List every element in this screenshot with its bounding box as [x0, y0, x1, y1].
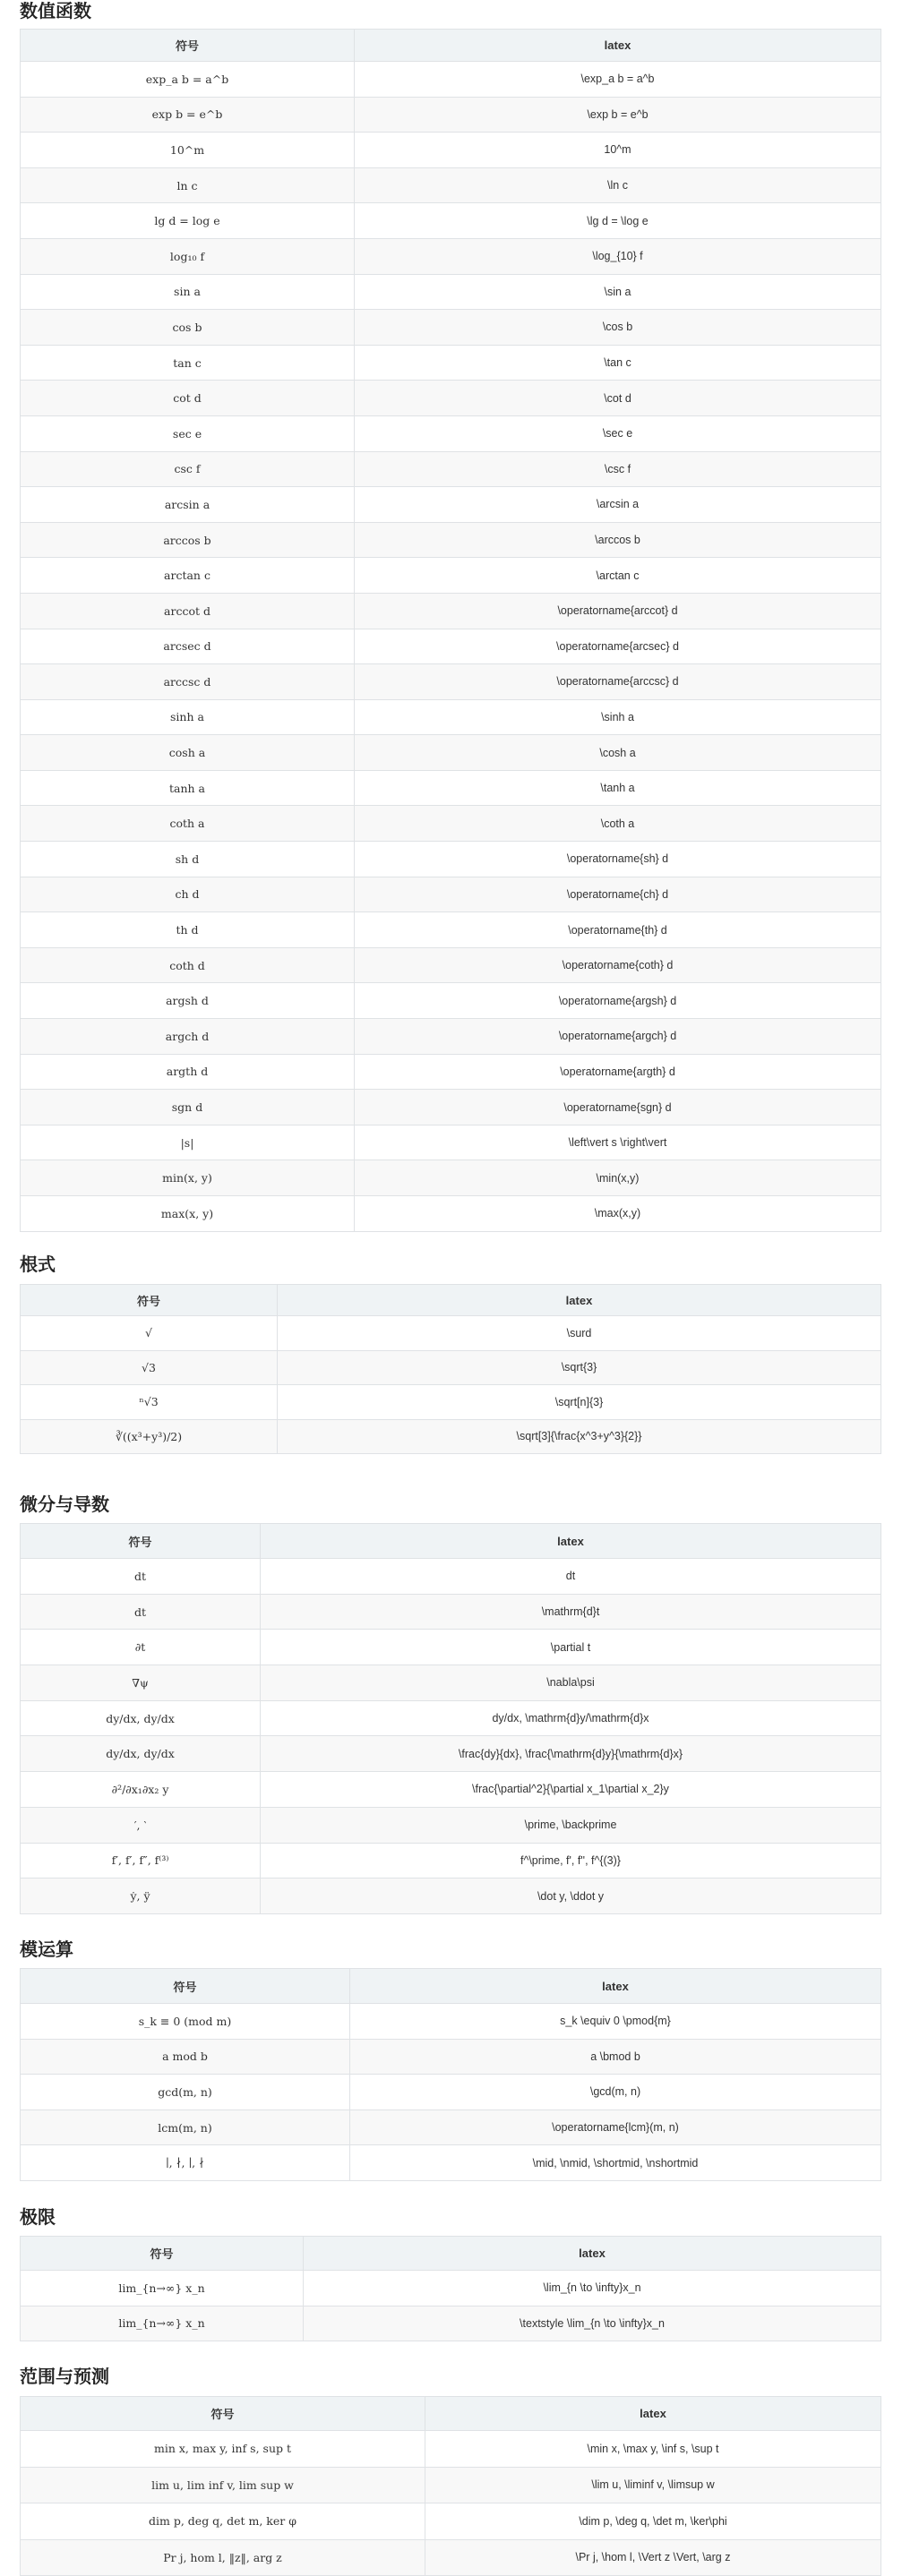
table-row	[21, 1665, 881, 1701]
table-row	[21, 2503, 881, 2540]
table-row	[21, 310, 881, 346]
table-header-row	[21, 30, 881, 62]
latex-column-header: latex	[355, 30, 881, 62]
symbol-cell: ′, ‵	[21, 1807, 261, 1843]
table-limits	[20, 2236, 881, 2341]
latex-code-cell: a \bmod b	[350, 2039, 881, 2075]
symbol-column-header: 符号	[21, 1285, 278, 1316]
symbol-cell: lg d = log e	[21, 203, 355, 239]
table-row	[21, 1807, 881, 1843]
table-row	[21, 1594, 881, 1630]
table-row	[21, 1772, 881, 1808]
symbol-cell: √3	[21, 1350, 278, 1385]
symbol-cell: min x, max y, inf s, sup t	[21, 2431, 425, 2468]
table-header-row	[21, 1285, 881, 1316]
latex-code-cell: \min(x,y)	[355, 1160, 881, 1196]
latex-code-cell: \mid, \nmid, \shortmid, \nshortmid	[350, 2145, 881, 2181]
symbol-cell: lcm(m, n)	[21, 2110, 350, 2145]
latex-code-cell: \operatorname{sh} d	[355, 842, 881, 877]
latex-code-cell: \exp_a b = a^b	[355, 62, 881, 98]
section-title-limits: 极限	[20, 2206, 56, 2228]
table-row	[21, 62, 881, 98]
table-row	[21, 1843, 881, 1879]
table-row	[21, 2467, 881, 2503]
latex-code-cell: dt	[261, 1559, 881, 1595]
symbol-cell: tanh a	[21, 770, 355, 806]
latex-code-cell: \operatorname{th} d	[355, 912, 881, 948]
latex-code-cell: \operatorname{arcsec} d	[355, 629, 881, 664]
table-row	[21, 1736, 881, 1772]
symbol-cell: sinh a	[21, 699, 355, 735]
section-title-bounds: 范围与预测	[20, 2366, 109, 2387]
symbol-cell: lim_{n→∞} x_n	[21, 2271, 304, 2306]
table-row	[21, 1630, 881, 1665]
latex-code-cell: \ln c	[355, 167, 881, 203]
table-row	[21, 806, 881, 842]
latex-code-cell: \sin a	[355, 274, 881, 310]
table-header-row	[21, 2397, 881, 2431]
table-header-row	[21, 1969, 881, 2004]
latex-code-cell: \operatorname{sgn} d	[355, 1090, 881, 1125]
table-row	[21, 735, 881, 771]
symbol-cell: dt	[21, 1594, 261, 1630]
symbol-cell: ∂t	[21, 1630, 261, 1665]
table-row	[21, 1054, 881, 1090]
latex-code-cell: \frac{dy}{dx}, \frac{\mathrm{d}y}{\mathrm{d}x}	[261, 1736, 881, 1772]
symbol-cell: exp b = e^b	[21, 97, 355, 133]
latex-code-cell: \surd	[278, 1316, 881, 1351]
latex-code-cell: \tan c	[355, 345, 881, 381]
latex-code-cell: \exp b = e^b	[355, 97, 881, 133]
symbol-cell: tan c	[21, 345, 355, 381]
table-row	[21, 451, 881, 487]
table-row	[21, 381, 881, 416]
latex-code-cell: \lim u, \liminf v, \limsup w	[425, 2467, 881, 2503]
symbol-cell: argth d	[21, 1054, 355, 1090]
symbol-cell: th d	[21, 912, 355, 948]
table-row	[21, 770, 881, 806]
latex-code-cell: \arcsin a	[355, 487, 881, 523]
table-row	[21, 522, 881, 558]
symbol-cell: dy/dx, dy/dx	[21, 1736, 261, 1772]
table-row	[21, 842, 881, 877]
symbol-cell: sin a	[21, 274, 355, 310]
symbol-column-header: 符号	[21, 1524, 261, 1559]
table-row	[21, 2539, 881, 2576]
latex-column-header: latex	[425, 2397, 881, 2431]
table-row	[21, 1125, 881, 1160]
latex-column-header: latex	[261, 1524, 881, 1559]
symbol-cell: dt	[21, 1559, 261, 1595]
symbol-cell: arcsin a	[21, 487, 355, 523]
table-row	[21, 487, 881, 523]
latex-code-cell: \log_{10} f	[355, 238, 881, 274]
table-row	[21, 699, 881, 735]
symbol-cell: cos b	[21, 310, 355, 346]
section-title-radicals: 根式	[20, 1254, 56, 1275]
symbol-cell: coth d	[21, 947, 355, 983]
symbol-cell: ẏ, ÿ	[21, 1879, 261, 1914]
symbol-cell: lim u, lim inf v, lim sup w	[21, 2467, 425, 2503]
latex-code-cell: dy/dx, \mathrm{d}y/\mathrm{d}x	[261, 1700, 881, 1736]
latex-code-cell: 10^m	[355, 133, 881, 168]
latex-code-cell: \dot y, \ddot y	[261, 1879, 881, 1914]
symbol-cell: lim_{n→∞} x_n	[21, 2306, 304, 2341]
symbol-cell: gcd(m, n)	[21, 2075, 350, 2110]
symbol-cell: cot d	[21, 381, 355, 416]
table-bounds	[20, 2396, 881, 2576]
table-header-row	[21, 2237, 881, 2271]
table-row	[21, 1350, 881, 1385]
table-row	[21, 1196, 881, 1232]
table-row	[21, 1385, 881, 1420]
table-row	[21, 97, 881, 133]
table-row	[21, 1700, 881, 1736]
table-row	[21, 593, 881, 629]
symbol-cell: log₁₀ f	[21, 238, 355, 274]
latex-code-cell: \lg d = \log e	[355, 203, 881, 239]
table-row	[21, 1879, 881, 1914]
symbol-cell: ch d	[21, 877, 355, 912]
table-row	[21, 1160, 881, 1196]
latex-code-cell: \operatorname{argch} d	[355, 1019, 881, 1055]
latex-code-cell: \lim_{n \to \infty}x_n	[304, 2271, 881, 2306]
table-row	[21, 983, 881, 1019]
latex-column-header: latex	[278, 1285, 881, 1316]
table-row	[21, 912, 881, 948]
latex-column-header: latex	[304, 2237, 881, 2271]
table-row	[21, 2110, 881, 2145]
table-row	[21, 2431, 881, 2468]
latex-code-cell: \partial t	[261, 1630, 881, 1665]
symbol-cell: argsh d	[21, 983, 355, 1019]
latex-code-cell: \operatorname{argth} d	[355, 1054, 881, 1090]
symbol-cell: Pr j, hom l, ‖z‖, arg z	[21, 2539, 425, 2576]
latex-code-cell: \sqrt[3]{\frac{x^3+y^3}{2}}	[278, 1419, 881, 1454]
symbol-cell: ⁿ√3	[21, 1385, 278, 1420]
table-radicals	[20, 1284, 881, 1454]
table-row	[21, 1019, 881, 1055]
symbol-cell: arccos b	[21, 522, 355, 558]
latex-code-cell: \operatorname{arccot} d	[355, 593, 881, 629]
symbol-cell: argch d	[21, 1019, 355, 1055]
latex-code-cell: \sqrt[n]{3}	[278, 1385, 881, 1420]
symbol-cell: arccot d	[21, 593, 355, 629]
latex-code-cell: \csc f	[355, 451, 881, 487]
table-row	[21, 2145, 881, 2181]
latex-code-cell: \operatorname{argsh} d	[355, 983, 881, 1019]
symbol-column-header: 符号	[21, 2237, 304, 2271]
latex-code-cell: f^\prime, f', f'', f^{(3)}	[261, 1843, 881, 1879]
symbol-cell: sec e	[21, 415, 355, 451]
latex-code-cell: \cot d	[355, 381, 881, 416]
latex-code-cell: \arccos b	[355, 522, 881, 558]
latex-code-cell: \sqrt{3}	[278, 1350, 881, 1385]
table-row	[21, 1559, 881, 1595]
latex-code-cell: \sec e	[355, 415, 881, 451]
table-row	[21, 133, 881, 168]
table-row	[21, 1316, 881, 1351]
symbol-column-header: 符号	[21, 2397, 425, 2431]
table-row	[21, 2039, 881, 2075]
table-row	[21, 947, 881, 983]
latex-code-cell: \left\vert s \right\vert	[355, 1125, 881, 1160]
symbol-cell: ∛((x³+y³)/2)	[21, 1419, 278, 1454]
table-header-row	[21, 1524, 881, 1559]
symbol-cell: ln c	[21, 167, 355, 203]
symbol-cell: dy/dx, dy/dx	[21, 1700, 261, 1736]
symbol-cell: arcsec d	[21, 629, 355, 664]
latex-code-cell: \operatorname{lcm}(m, n)	[350, 2110, 881, 2145]
symbol-cell: max(x, y)	[21, 1196, 355, 1232]
latex-code-cell: s_k \equiv 0 \pmod{m}	[350, 2004, 881, 2040]
symbol-cell: s_k ≡ 0 (mod m)	[21, 2004, 350, 2040]
latex-code-cell: \mathrm{d}t	[261, 1594, 881, 1630]
table-differentials	[20, 1523, 881, 1914]
table-row	[21, 238, 881, 274]
latex-code-cell: \cos b	[355, 310, 881, 346]
table-row	[21, 2271, 881, 2306]
symbol-cell: √	[21, 1316, 278, 1351]
table-row	[21, 345, 881, 381]
latex-code-cell: \cosh a	[355, 735, 881, 771]
symbol-cell: sh d	[21, 842, 355, 877]
symbol-cell: 10^m	[21, 133, 355, 168]
latex-code-cell: \tanh a	[355, 770, 881, 806]
latex-code-cell: \operatorname{coth} d	[355, 947, 881, 983]
latex-code-cell: \min x, \max y, \inf s, \sup t	[425, 2431, 881, 2468]
latex-code-cell: \textstyle \lim_{n \to \infty}x_n	[304, 2306, 881, 2341]
latex-code-cell: \operatorname{arccsc} d	[355, 664, 881, 700]
latex-code-cell: \max(x,y)	[355, 1196, 881, 1232]
symbol-cell: arctan c	[21, 558, 355, 594]
symbol-cell: |s|	[21, 1125, 355, 1160]
symbol-cell: arccsc d	[21, 664, 355, 700]
latex-code-cell: \gcd(m, n)	[350, 2075, 881, 2110]
symbol-cell: dim p, deg q, det m, ker φ	[21, 2503, 425, 2540]
symbol-column-header: 符号	[21, 30, 355, 62]
symbol-cell: exp_a b = a^b	[21, 62, 355, 98]
table-row	[21, 1090, 881, 1125]
latex-column-header: latex	[350, 1969, 881, 2004]
section-title-modular: 模运算	[20, 1938, 73, 1960]
table-row	[21, 1419, 881, 1454]
symbol-cell: sgn d	[21, 1090, 355, 1125]
table-row	[21, 203, 881, 239]
section-title-differentials: 微分与导数	[20, 1493, 109, 1515]
symbol-cell: cosh a	[21, 735, 355, 771]
latex-code-cell: \dim p, \deg q, \det m, \ker\phi	[425, 2503, 881, 2540]
table-row	[21, 415, 881, 451]
latex-code-cell: \operatorname{ch} d	[355, 877, 881, 912]
table-modular	[20, 1968, 881, 2181]
symbol-cell: ∣, ∤, ∣, ∤	[21, 2145, 350, 2181]
symbol-cell: a mod b	[21, 2039, 350, 2075]
table-row	[21, 558, 881, 594]
table-row	[21, 629, 881, 664]
symbol-cell: csc f	[21, 451, 355, 487]
latex-code-cell: \sinh a	[355, 699, 881, 735]
latex-code-cell: \nabla\psi	[261, 1665, 881, 1701]
symbol-cell: ∂²/∂x₁∂x₂ y	[21, 1772, 261, 1808]
table-row	[21, 877, 881, 912]
table-row	[21, 2306, 881, 2341]
symbol-cell: min(x, y)	[21, 1160, 355, 1196]
section-title-numeric-functions: 数值函数	[20, 0, 91, 21]
latex-code-cell: \prime, \backprime	[261, 1807, 881, 1843]
table-row	[21, 2075, 881, 2110]
table-row	[21, 664, 881, 700]
table-row	[21, 274, 881, 310]
symbol-cell: ∇ψ	[21, 1665, 261, 1701]
table-numeric-functions	[20, 29, 881, 1232]
latex-code-cell: \arctan c	[355, 558, 881, 594]
symbol-cell: f′, f′, f″, f⁽³⁾	[21, 1843, 261, 1879]
latex-code-cell: \Pr j, \hom l, \Vert z \Vert, \arg z	[425, 2539, 881, 2576]
symbol-column-header: 符号	[21, 1969, 350, 2004]
symbol-cell: coth a	[21, 806, 355, 842]
latex-code-cell: \coth a	[355, 806, 881, 842]
table-row	[21, 167, 881, 203]
table-row	[21, 2004, 881, 2040]
latex-code-cell: \frac{\partial^2}{\partial x_1\partial x_2}y	[261, 1772, 881, 1808]
